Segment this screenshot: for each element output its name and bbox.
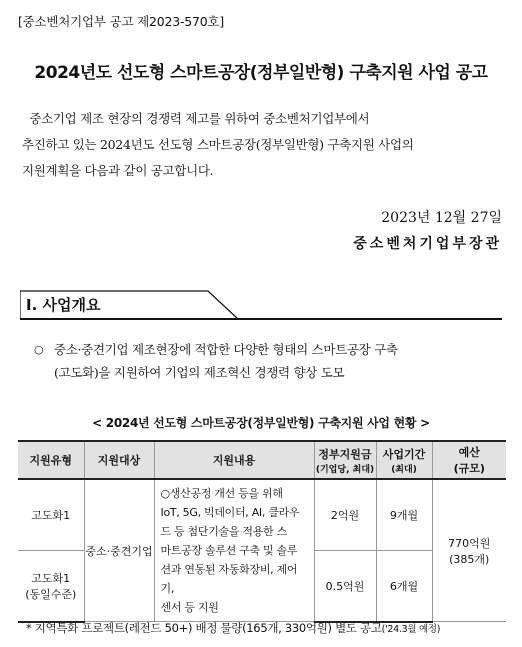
budget-amount: 770억원 (448, 536, 491, 550)
header-funding-label: 정부지원금 (318, 447, 372, 461)
table-caption: < 2024년 선도형 스마트공장(정부일반형) 구축지원 사업 현황 > (92, 416, 430, 430)
intro-paragraph (22, 106, 502, 184)
header-budget (432, 441, 506, 479)
content-line: ○생산공정 개선 등을 위해 (160, 487, 283, 500)
footnote (26, 620, 440, 636)
cell-budget (432, 479, 506, 622)
footnote-schedule: ('24.3월 예정) (381, 624, 441, 635)
header-type: 지원유형 (18, 441, 84, 479)
header-period (376, 441, 432, 479)
bullet-circle-icon: ○ (34, 343, 44, 356)
type-line: 고도화1 (31, 571, 71, 585)
cell-period: 9개월 (376, 479, 432, 550)
header-funding-sub: (기업당, 최대) (315, 464, 375, 475)
program-status-table (18, 440, 506, 623)
cell-type: 고도화1 (18, 479, 84, 550)
page-title: 2024년도 선도형 스마트공장(정부일반형) 구축지원 사업 공고 (34, 63, 488, 83)
section-heading-box (20, 290, 502, 320)
issuer-name: 중소벤처기업부장관 (353, 236, 502, 252)
cell-content (154, 479, 314, 622)
intro-line: 지원계획을 다음과 같이 공고합니다. (22, 163, 214, 178)
content-line: 드 등 첨단기술을 적용한 스 (160, 525, 287, 538)
cell-funding: 2억원 (314, 479, 376, 550)
bullet-line: (고도화)을 지원하여 기업의 제조혁신 경쟁력 향상 도모 (54, 365, 345, 380)
type-line: (동일수준) (25, 587, 77, 601)
intro-line: 추진하고 있는 2024년도 선도형 스마트공장(정부일반형) 구축지원 사업의 (22, 137, 414, 152)
section-heading: Ⅰ. 사업개요 (26, 296, 101, 314)
intro-line: 중소기업 제조 현장의 경쟁력 제고를 위하여 중소벤처기업부에서 (29, 111, 370, 126)
header-period-sub: (최대) (391, 464, 417, 475)
header-funding (314, 441, 376, 479)
content-line: 센서 등 지원 (160, 601, 219, 614)
header-target: 지원대상 (84, 441, 154, 479)
bullet-line: 중소·중견기업 제조현장에 적합한 다양한 형태의 스마트공장 구축 (54, 342, 398, 357)
footnote-main: * 지역특화 프로젝트(레전드 50+) 배정 물량(165개, 330억원) 별도 공고 (26, 621, 382, 635)
budget-scale: (385개) (449, 552, 490, 566)
content-line: 션과 연동된 자동화장비, 제어기, (160, 563, 298, 595)
header-period-label: 사업기간 (382, 447, 426, 461)
cell-type (18, 550, 84, 621)
notice-number: [중소벤처기업부 공고 제2023-570호] (18, 14, 225, 29)
cell-target: 중소·중견기업 (84, 479, 154, 622)
header-budget-label: 예산 (458, 446, 480, 459)
bullet-text (54, 338, 504, 384)
table-header-row (18, 441, 506, 479)
content-line: IoT, 5G, 빅데이터, AI, 클라우 (160, 506, 300, 519)
announcement-date: 2023년 12월 27일 (381, 210, 502, 226)
header-content: 지원내용 (154, 441, 314, 479)
cell-funding: 0.5억원 (314, 550, 376, 621)
header-budget-sub: (규모) (453, 462, 485, 475)
content-line: 마트공장 솔루션 구축 및 솔루 (160, 544, 298, 557)
cell-period: 6개월 (376, 550, 432, 621)
overview-bullet (34, 338, 504, 384)
section-underline (20, 318, 502, 320)
table-row (18, 479, 506, 550)
